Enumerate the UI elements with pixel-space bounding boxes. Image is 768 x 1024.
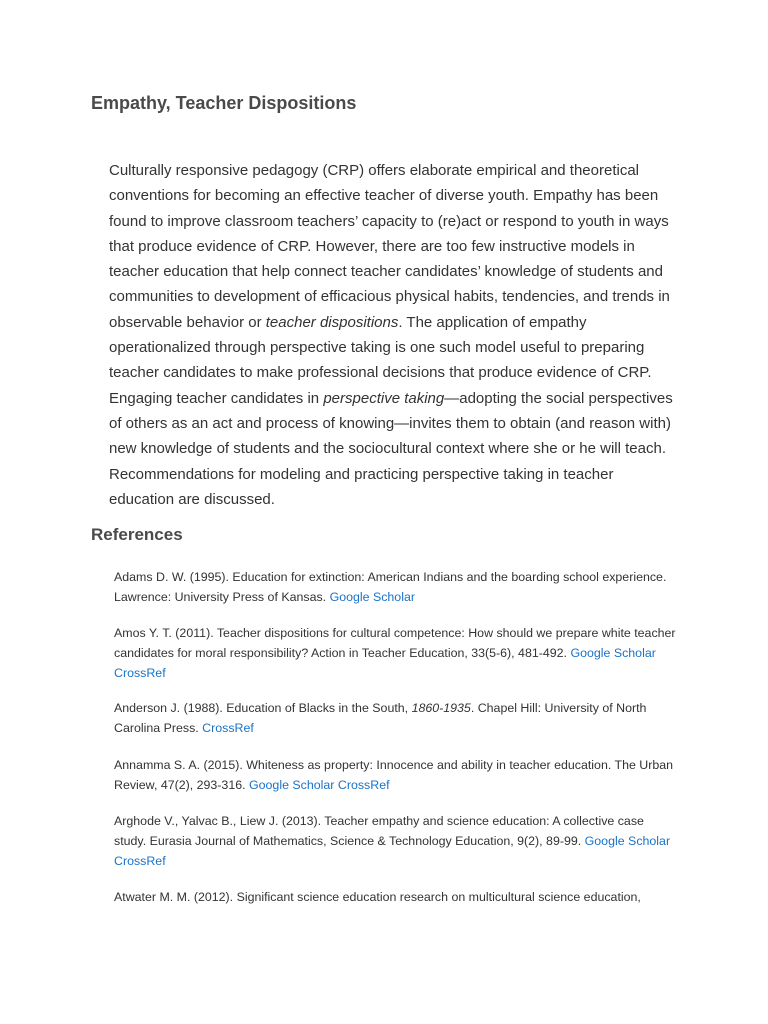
reference-text: Anderson J. (1988). Education of Blacks in the South, bbox=[114, 701, 412, 715]
reference-item bbox=[114, 888, 679, 908]
reference-text: Amos Y. T. (2011). Teacher dispositions for cultural competence: How should we prepare white teacher candidates for moral responsibility? Action in Teacher Education, 33(5-6), 481-492. bbox=[114, 626, 676, 660]
abstract-text-2: . The application of empathy operationalized through perspective taking is one such model useful to preparing teacher candidates to make professional decisions that produce evidence of CRP. Engaging teacher candidates in bbox=[109, 313, 652, 407]
abstract-text-3: —adopting the social perspectives of others as an act and process of knowing—invites them to obtain (and reason with) new knowledge of students and the sociocultural context where she or he will teach. Recommendations for modeling and practicing perspective taking in teacher education are discussed. bbox=[109, 389, 673, 508]
reference-text: Atwater M. M. (2012). Significant science education research on multicultural science education, bbox=[114, 890, 641, 904]
abstract-emphasis-2: perspective taking bbox=[323, 389, 445, 407]
google-scholar-link[interactable]: Google Scholar bbox=[584, 833, 671, 848]
reference-item bbox=[114, 756, 679, 796]
crossref-link[interactable]: CrossRef bbox=[337, 777, 390, 792]
abstract-paragraph bbox=[109, 158, 681, 512]
reference-item bbox=[114, 568, 679, 608]
crossref-link[interactable]: CrossRef bbox=[114, 853, 166, 868]
references-heading: References bbox=[91, 525, 183, 544]
page-title: Empathy, Teacher Dispositions bbox=[91, 93, 357, 113]
google-scholar-link[interactable]: Google Scholar bbox=[249, 777, 335, 792]
google-scholar-link[interactable]: Google Scholar bbox=[329, 589, 415, 604]
reference-text: Adams D. W. (1995). Education for extinction: American Indians and the boarding school experience. Lawrence: University Press of Kansas. bbox=[114, 570, 667, 604]
reference-text: Annamma S. A. (2015). Whiteness as property: Innocence and ability in teacher education. The Urban Review, 47(2), 293-316. bbox=[114, 758, 674, 792]
google-scholar-link[interactable]: Google Scholar bbox=[570, 645, 656, 660]
reference-item bbox=[114, 812, 679, 871]
abstract-emphasis-1: teacher dispositions bbox=[265, 313, 399, 331]
reference-text: Arghode V., Yalvac B., Liew J. (2013). Teacher empathy and science education: A collective case study. Eurasia Journal of Mathematics, Science & Technology Education, 9(2), 89-99. bbox=[114, 814, 644, 848]
reference-item bbox=[114, 624, 679, 683]
reference-emphasis: 1860-1935 bbox=[411, 701, 471, 715]
reference-text-after: . Chapel Hill: University of North Carolina Press. bbox=[114, 701, 647, 735]
reference-item bbox=[114, 699, 679, 739]
crossref-link[interactable]: CrossRef bbox=[114, 665, 166, 680]
abstract-text-1: Culturally responsive pedagogy (CRP) offers elaborate empirical and theoretical conventions for becoming an effective teacher of diverse youth. Empathy has been found to improve classroom teachers’ capacity to (re)act or respond to youth in ways that produce evidence of CRP. However, there are too few instructive models in teacher education that help connect teacher candidates’ knowledge of students and communities to development of efficacious physical habits, tendencies, and trends in observable behavior or bbox=[109, 162, 670, 331]
crossref-link[interactable]: CrossRef bbox=[202, 720, 254, 735]
